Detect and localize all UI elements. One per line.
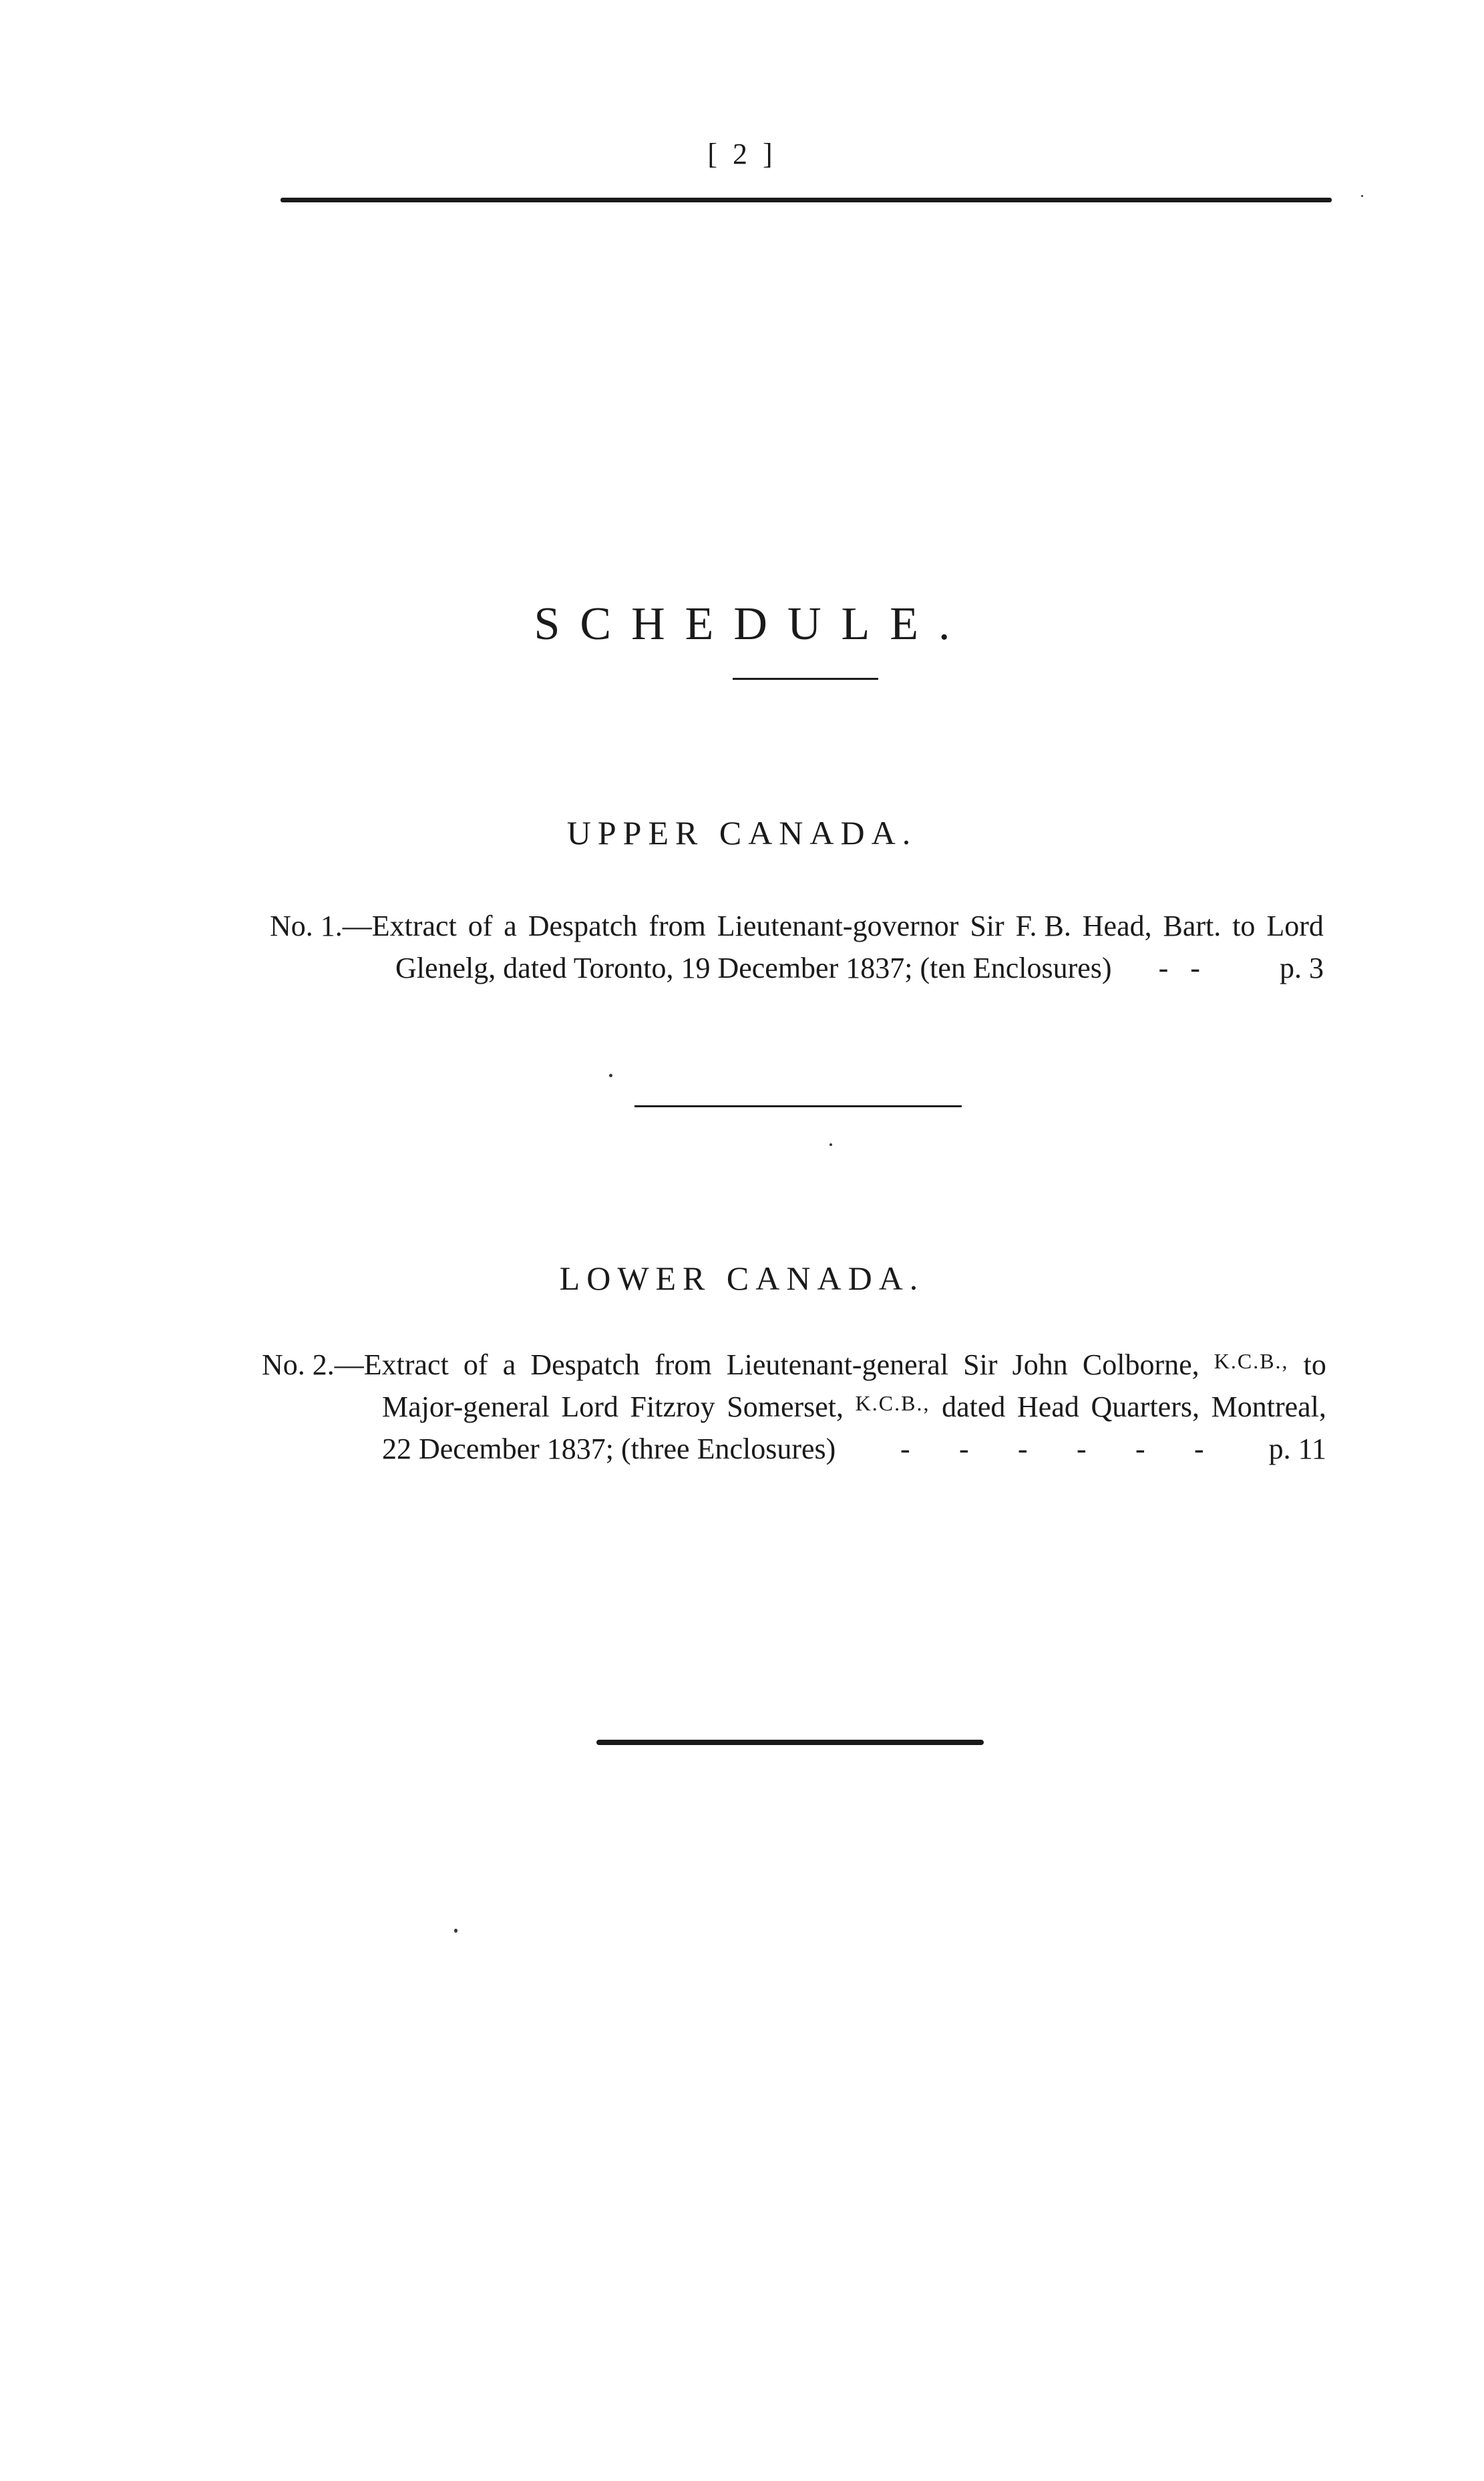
word: K.C.B., bbox=[1214, 1349, 1289, 1373]
word: Despatch bbox=[530, 1348, 640, 1381]
word: K.C.B., bbox=[855, 1391, 930, 1415]
leader-dash: - bbox=[1076, 1433, 1087, 1465]
word: Lord bbox=[561, 1390, 618, 1423]
entry-1-text: Glenelg, dated Toronto, 19 December 1837; (ten Enclosures) bbox=[395, 952, 1112, 984]
word: from bbox=[655, 1348, 712, 1381]
page-number: [ 2 ] bbox=[707, 138, 777, 170]
entry-2-line-2 bbox=[382, 1392, 1326, 1422]
print-speck bbox=[609, 1074, 612, 1077]
end-rule bbox=[596, 1740, 984, 1745]
word: Somerset, bbox=[727, 1390, 844, 1423]
print-speck bbox=[829, 1143, 832, 1146]
header-rule bbox=[281, 198, 1332, 202]
word: a bbox=[504, 910, 517, 942]
leader-dash: - bbox=[1135, 1433, 1145, 1465]
word: Sir bbox=[963, 1348, 998, 1381]
leader-dash: - bbox=[900, 1433, 910, 1465]
word: Major-general bbox=[382, 1390, 550, 1423]
leader-dashes bbox=[876, 1435, 1228, 1464]
word: Sir bbox=[970, 910, 1004, 942]
word: to bbox=[1232, 910, 1256, 942]
word: Lieutenant-general bbox=[726, 1348, 949, 1381]
word: of bbox=[468, 910, 493, 942]
word: No. 2.—Extract bbox=[262, 1348, 449, 1381]
document-title: SCHEDULE. bbox=[534, 598, 970, 650]
word: to bbox=[1303, 1348, 1326, 1381]
word: a bbox=[502, 1348, 516, 1381]
section-separator-rule bbox=[634, 1105, 962, 1107]
section-heading-upper-canada: UPPER CANADA. bbox=[566, 814, 918, 851]
section-heading-lower-canada: LOWER CANADA. bbox=[559, 1260, 925, 1297]
word: Quarters, bbox=[1091, 1390, 1199, 1423]
word: Lieutenant-governor bbox=[717, 910, 959, 942]
leader-dash: - bbox=[958, 1433, 969, 1465]
entry-2-line-1 bbox=[262, 1350, 1326, 1380]
word: F. B. bbox=[1015, 910, 1071, 942]
entry-1-line-1 bbox=[270, 912, 1324, 941]
word: from bbox=[648, 910, 706, 942]
word: No. 1.—Extract bbox=[270, 910, 457, 942]
word: dated bbox=[942, 1390, 1006, 1423]
entry-2-text: 22 December 1837; (three Enclosures) bbox=[382, 1433, 836, 1465]
word: Colborne, bbox=[1082, 1348, 1199, 1381]
word: Lord bbox=[1266, 910, 1324, 942]
leader-dashes: - - bbox=[1158, 952, 1200, 984]
leader-dash: - bbox=[1017, 1433, 1028, 1465]
print-speck bbox=[454, 1929, 457, 1933]
title-rule bbox=[733, 678, 878, 680]
word: Head bbox=[1017, 1390, 1079, 1423]
word: Head, bbox=[1082, 910, 1152, 942]
word: Despatch bbox=[528, 910, 638, 942]
word: Fitzroy bbox=[630, 1390, 715, 1423]
word: Bart. bbox=[1163, 910, 1222, 942]
word: Montreal, bbox=[1211, 1390, 1326, 1423]
word: of bbox=[463, 1348, 488, 1381]
print-speck bbox=[1361, 195, 1363, 197]
page-reference: p. 11 bbox=[1268, 1433, 1326, 1465]
word: John bbox=[1012, 1348, 1068, 1381]
page-reference: p. 3 bbox=[1280, 952, 1324, 984]
entry-2-line-3 bbox=[382, 1435, 1326, 1464]
entry-1-line-2 bbox=[395, 954, 1324, 983]
leader-dash: - bbox=[1193, 1433, 1204, 1465]
